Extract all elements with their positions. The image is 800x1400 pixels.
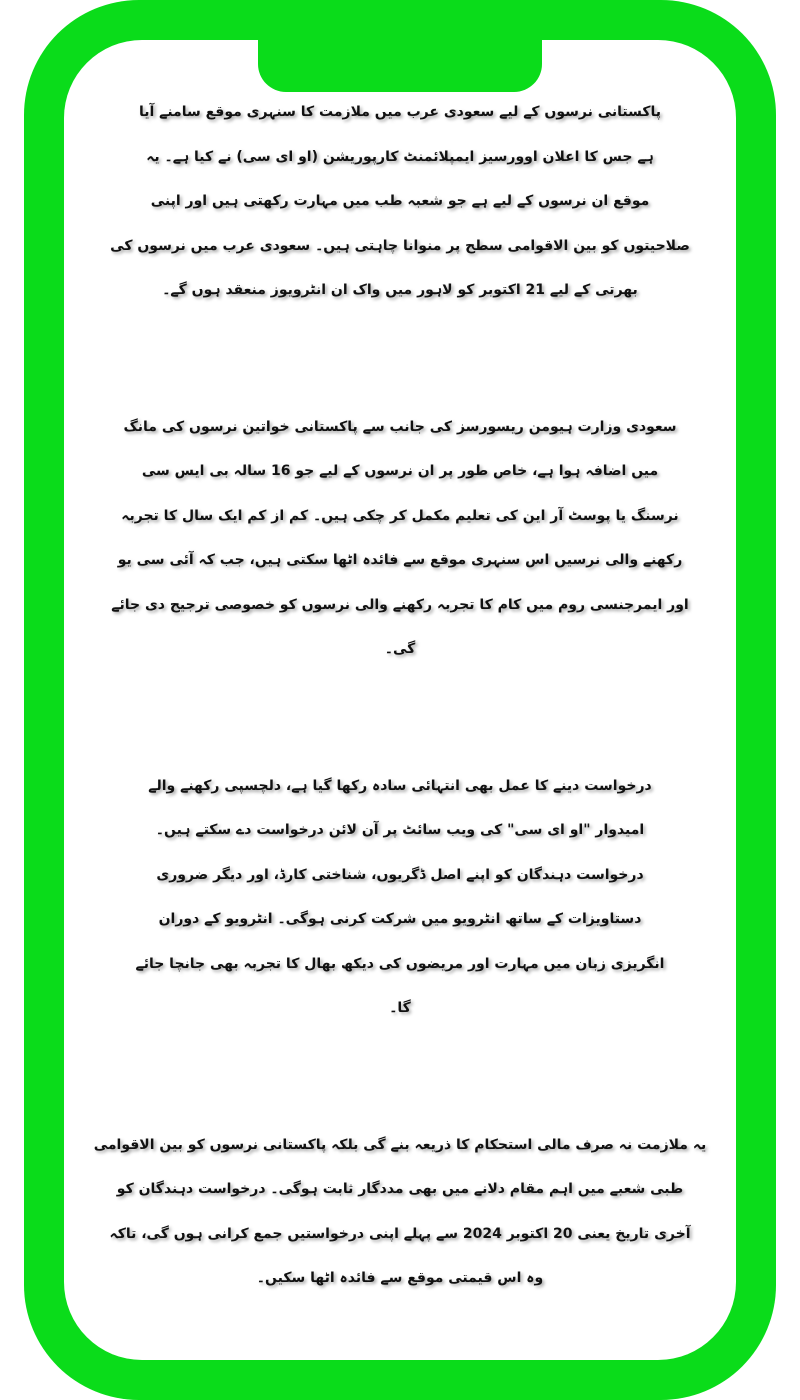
text-line: درخواست دینے کا عمل بھی انتہائی سادہ رکھا گیا ہے، دلچسپی رکھنے والے (148, 777, 652, 794)
text-line: درخواست دہندگان کو اپنے اصل ڈگریوں، شناختی کارڈ، اور دیگر ضروری (156, 866, 644, 883)
text-line: امیدوار "او ای سی" کی ویب سائٹ پر آن لائن درخواست دے سکتے ہیں۔ (155, 822, 645, 838)
text-line: دستاویزات کے ساتھ انٹرویو میں شرکت کرنی ہوگی۔ انٹرویو کے دوران (158, 911, 642, 927)
text-line: گا۔ (389, 1000, 411, 1016)
text-line: اور ایمرجنسی روم میں کام کا تجربہ رکھنے والی نرسوں کو خصوصی ترجیح دی جائے (111, 596, 689, 613)
text-line: گی۔ (384, 641, 416, 657)
text-line: میں اضافہ ہوا ہے، خاص طور پر ان نرسوں کے لیے جو 16 سالہ بی ایس سی (141, 463, 659, 479)
phone-screen (64, 40, 736, 1360)
paragraph-deadline (64, 1123, 736, 1301)
text-line: بھرتی کے لیے 21 اکتوبر کو لاہور میں واک ان انٹرویوز منعقد ہوں گے۔ (162, 282, 638, 298)
text-line: طبی شعبے میں اہم مقام دلانے میں بھی مددگار ثابت ہوگی۔ درخواست دہندگان کو (116, 1181, 684, 1197)
text-line: نرسنگ یا پوسٹ آر این کی تعلیم مکمل کر چکی ہیں۔ کم از کم ایک سال کا تجربہ (121, 507, 679, 524)
text-line: سعودی وزارت ہیومن ریسورسز کی جانب سے پاکستانی خواتین نرسوں کی مانگ (123, 418, 677, 435)
text-line: رکھنے والی نرسیں اس سنہری موقع سے فائدہ اٹھا سکتی ہیں، جب کہ آئی سی یو (117, 552, 683, 568)
paragraph-requirements (64, 405, 736, 672)
text-line: انگریزی زبان میں مہارت اور مریضوں کی دیکھ بھال کا تجربہ بھی جانچا جائے (135, 955, 665, 972)
text-line: ہے جس کا اعلان اوورسیز ایمپلائمنٹ کارپوریشن (او ای سی) نے کیا ہے۔ یہ (146, 148, 654, 165)
text-line: صلاحیتوں کو بین الاقوامی سطح پر منوانا چاہتی ہیں۔ سعودی عرب میں نرسوں کی (110, 237, 690, 254)
text-line: وہ اس قیمتی موقع سے فائدہ اٹھا سکیں۔ (256, 1270, 544, 1286)
paragraph-announcement (64, 90, 736, 313)
text-line: آخری تاریخ یعنی 20 اکتوبر 2024 سے پہلے اپنی درخواستیں جمع کرانی ہوں گی، تاکہ (109, 1225, 691, 1242)
paragraph-application-process (64, 764, 736, 1031)
article-body (64, 90, 736, 1301)
text-line: یہ ملازمت نہ صرف مالی استحکام کا ذریعہ بنے گی بلکہ پاکستانی نرسوں کو بین الاقوامی (93, 1136, 707, 1153)
text-line: پاکستانی نرسوں کے لیے سعودی عرب میں ملازمت کا سنہری موقع سامنے آیا (138, 104, 662, 120)
text-line: موقع ان نرسوں کے لیے ہے جو شعبہ طب میں مہارت رکھتی ہیں اور اپنی (150, 193, 650, 209)
phone-notch (258, 30, 542, 92)
